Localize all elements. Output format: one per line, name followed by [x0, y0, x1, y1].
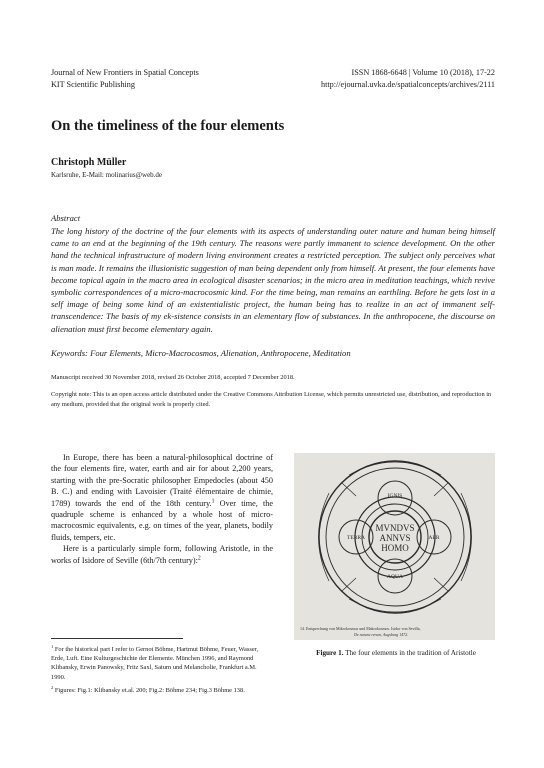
element-label-bottom: AQUA — [387, 574, 403, 580]
footnote-ref-2[interactable]: 2 — [197, 554, 201, 561]
footnote-2: $^2$ Figures: Fig.1: Klibansky et.al. 200; Fig.2: Böhme 234; Fig.3 Böhme 138. — [51, 684, 245, 694]
copyright-note: Copyright note: This is an open access article distributed under the Creative Commons Attribution License, which permits unrestricted use, distribution, and reproduction in any medium, provided that the original work is properly cited. — [51, 391, 492, 408]
four-elements-diagram — [294, 453, 495, 640]
author-affiliation: Karlsruhe, E-Mail: molinarius@web.de — [51, 171, 163, 179]
body-paragraph-2: Here is a particularly simple form, following Aristotle, in the works of Isidore of Seville (6th/7th century):$^2$ — [51, 544, 273, 565]
paper-title: On the timeliness of the four elements — [51, 118, 285, 134]
arc-right — [461, 493, 472, 581]
figure-1-caption — [296, 649, 496, 657]
arc-bottom — [349, 599, 441, 612]
manuscript-dates: Manuscript received 30 November 2018, revised 26 October 2018, accepted 7 December 2018. — [51, 374, 295, 381]
scan-caption-line-1: 14. Entsprechung von Mikrokosmos und Makrokosmos. Isidor von Sevilla, — [300, 626, 421, 631]
footnote-ref-1[interactable]: 1 — [211, 497, 215, 504]
author-name: Christoph Müller — [51, 157, 127, 168]
footnotes — [51, 645, 271, 699]
center-word-1: MVNDVS — [375, 523, 415, 533]
publisher-name: KIT Scientific Publishing — [51, 80, 135, 89]
figure-label: Figure 1. — [316, 649, 344, 657]
keywords: Keywords: Four Elements, Micro-Macrocosmos, Alienation, Anthropocene, Meditation — [51, 348, 351, 358]
center-word-2: ANNVS — [379, 533, 411, 543]
figure-caption-text: The four elements in the tradition of Aristotle — [345, 649, 476, 657]
journal-url[interactable]: http://ejournal.uvka.de/spatialconcepts/archives/2111 — [320, 80, 495, 89]
abstract-text: The long history of the doctrine of the four elements with its aspects of understanding outer nature and human being himself came to an end at the beginning of the 19th century. The reasons were partly immanent to science development. On the other hand the technical infrastructure of modern living environment creates a restricted perception. The subject only perceives what is man made. It remains the illusionistic suggestion of man being dependent only from himself. At present, the four elements have become topical again in the macro area in ecological disaster scenarios; in the micro area in meditation teachings, which revive symbolic correspondences of a micro-macrocosmic kind. For the time being, man remains an earthling. Before he gets lost in a self image of being some kind of an existentialistic project, the human being has to realize in an act of immanent self-transcendence: The basis of my ek-sistence consists in an elementary flow of substances. In the anthropocene, the discourse on alienation must first become elementary again. — [51, 226, 495, 334]
scan-caption-line-2: De natura rerum, Augsburg 1472. — [354, 632, 409, 637]
abstract-heading: Abstract — [51, 213, 81, 223]
arc-left — [319, 493, 330, 581]
footnote-1: $^1$ For the historical part I refer to Gernot Böhme, Hartmut Böhme, Feuer, Wasser, Erde, Luft. Eine Kulturgeschichte der Elemente. München 1996, and Raymond Klibansky, Erwin Panowsky, Fritz Saxl, Saturn und Melancholie, Frankfurt a.M. 1990. — [51, 643, 259, 681]
center-word-3: HOMO — [381, 543, 409, 553]
element-label-left: TERRA — [346, 535, 366, 541]
issn-volume: ISSN 1868-6648 | Volume 10 (2018), 17-22 — [351, 68, 495, 77]
body-paragraph-1: In Europe, there has been a natural-philosophical doctrine of the four elements fire, water, earth and air for about 2,200 years, starting with the pre-Socratic philosopher Empedocles (about 450 B. C.) and ending with Lavoisier (Traité élémentaire de chimie, 1789) towards the end of the 18th century.$^1$ Over time, the quadruple scheme is enhanced by a whole host of micro-macrocosmic equivalents, e.g. on times of the year, planets, bodily fluids, tempers, etc. — [51, 453, 273, 542]
element-label-right: AER — [428, 535, 440, 541]
body-column — [51, 452, 273, 566]
arc-top — [349, 462, 441, 475]
element-label-top: IGNIS — [387, 493, 403, 499]
journal-name: Journal of New Frontiers in Spatial Concepts — [51, 68, 199, 77]
figure-1-image — [294, 453, 495, 640]
footnote-divider — [51, 638, 183, 639]
